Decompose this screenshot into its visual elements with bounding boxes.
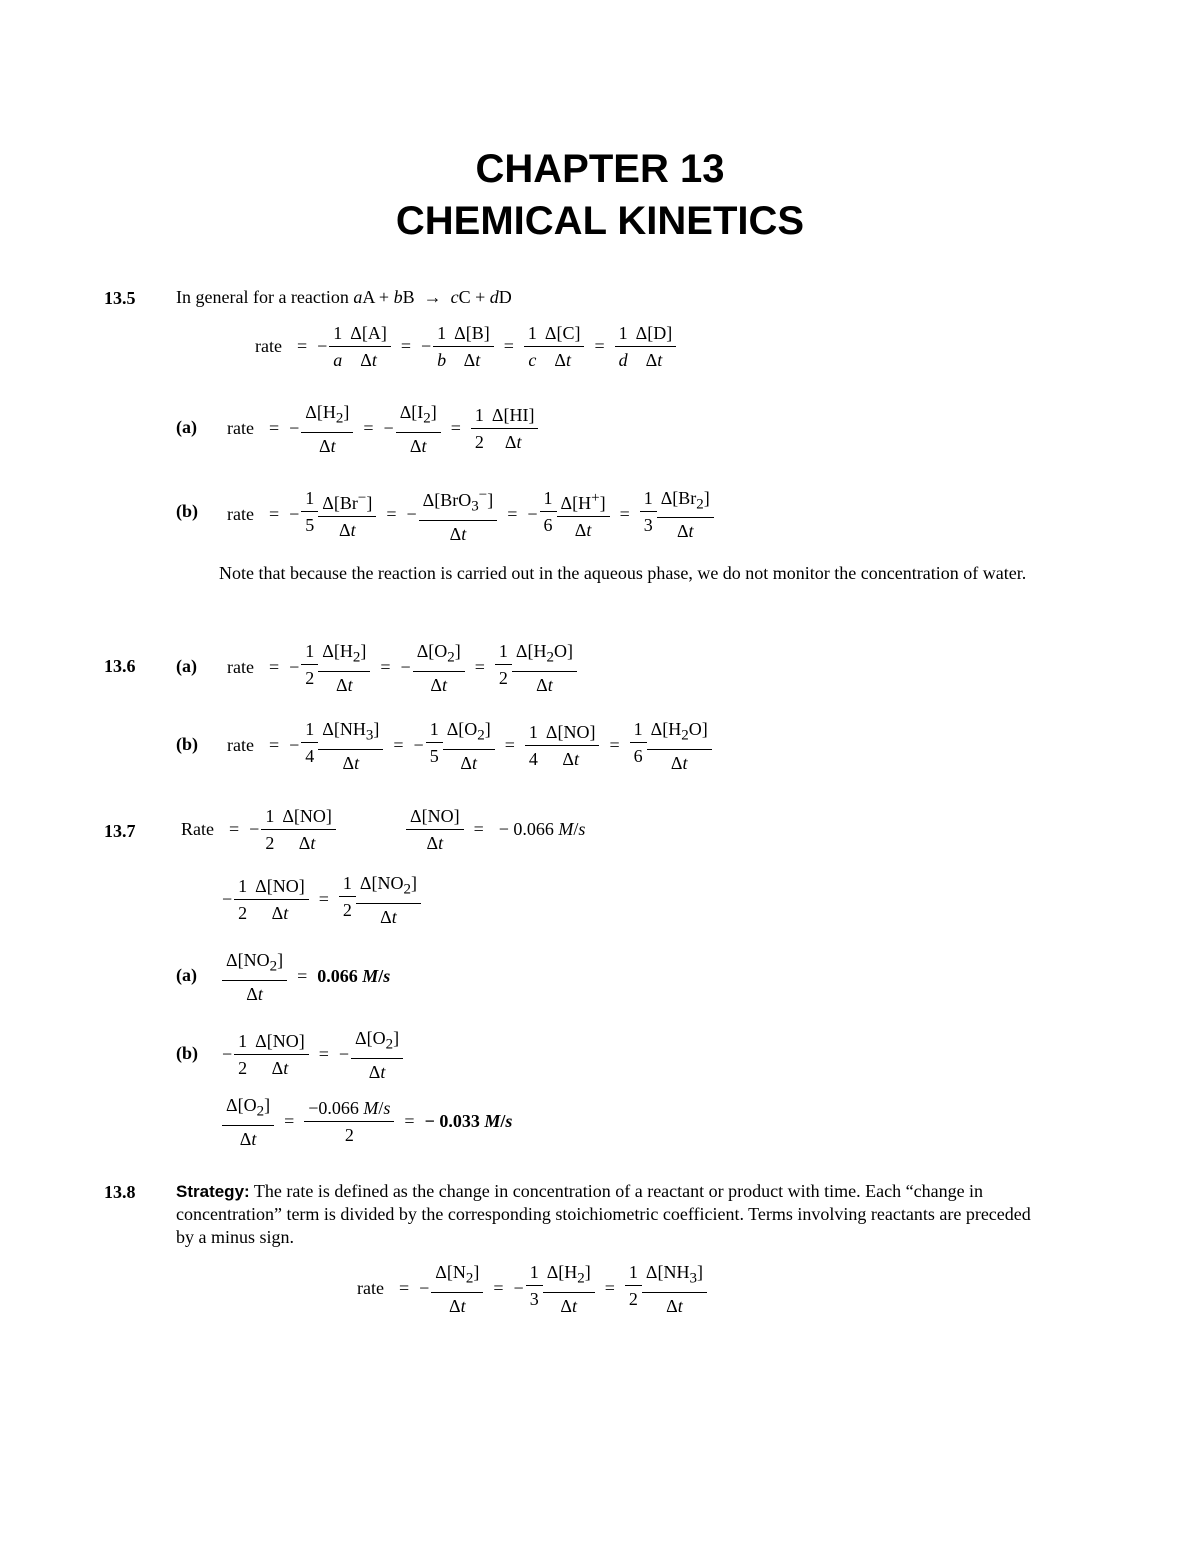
strategy-text: The rate is defined as the change in concentration of a reactant or product with time. Each “change in concentration” term is divided by the corresponding stoichiometric coefficient. Terms involving reactants are preceded by a minus sign. xyxy=(176,1181,1031,1247)
rate-equation-b: rate = − $\frac{1}{5}$ $\frac{\Delta[Br^-]}{\Delta t}$ = − $\frac{\Delta[BrO_3^-]}{\Delta t}$ = − $\frac{1}{6}$ $\frac{\Delta[H^+]}{\Delta t}$ = $\frac{1}{3}$ $\frac{\Delta[Br_2]}{\Delta t}$ xyxy=(222,484,714,545)
rate-equation-a: rate = − $\frac{1}{2}$ $\frac{\Delta[H_2]}{\Delta t}$ = − $\frac{\Delta[O_2]}{\Delta t}$ = $\frac{1}{2}$ $\frac{\Delta[H_2O]}{\Delta t}$ xyxy=(222,640,577,696)
part-label-a: (a) xyxy=(176,656,197,676)
problem-number: 13.7 xyxy=(104,821,136,841)
given-rate: $\frac{\Delta[NO]}{\Delta t}$ = − 0.066 M/s xyxy=(406,805,590,854)
chapter-number: CHAPTER 13 xyxy=(475,147,725,191)
rate-equation-a: rate = − $\frac{\Delta[H_2]}{\Delta t}$ = − $\frac{\Delta[I_2]}{\Delta t}$ = $\frac{1}{2}$ $\frac{\Delta[HI]}{\Delta t}$ xyxy=(222,401,538,457)
part-label-b: (b) xyxy=(176,1043,198,1063)
part-label-b: (b) xyxy=(176,734,198,754)
part-label-a: (a) xyxy=(176,417,197,437)
strategy-label: Strategy: xyxy=(176,1182,250,1201)
rate-equation-b: − $\frac{1}{2}$ $\frac{\Delta[NO]}{\Delta t}$ = − $\frac{\Delta[O_2]}{\Delta t}$ xyxy=(222,1027,403,1083)
problem-number: 13.8 xyxy=(104,1182,136,1202)
part-label-a: (a) xyxy=(176,965,197,985)
answer-equation-a: $\frac{\Delta[NO_2]}{\Delta t}$ = 0.066 M/s xyxy=(222,949,390,1005)
general-rate-equation: rate = − $\frac{1}{a}$ $\frac{\Delta[A]}{\Delta t}$ = − $\frac{1}{b}$ $\frac{\Delta[B]}{\Delta t}$ = $\frac{1}{c}$ $\frac{\Delta[C]}{\Delta t}$ = $\frac{1}{d}$ $\frac{\Delta[D]}{\Delta t}$ xyxy=(250,322,676,371)
problem-number: 13.5 xyxy=(104,288,136,308)
rate-relation: − $\frac{1}{2}$ $\frac{\Delta[NO]}{\Delta t}$ = $\frac{1}{2}$ $\frac{\Delta[NO_2]}{\Delta t}$ xyxy=(222,872,421,928)
answer-value: − 0.033 M/s xyxy=(424,1111,513,1132)
rate-definition: Rate = − $\frac{1}{2}$ $\frac{\Delta[NO]}{\Delta t}$ xyxy=(176,805,336,854)
part-label-b: (b) xyxy=(176,501,198,521)
problem-intro: In general for a reaction aA + bB → cC + dD xyxy=(176,287,512,307)
answer-equation-b: $\frac{\Delta[O_2]}{\Delta t}$ = $\frac{-0.066 M/s}{2}$ = − 0.033 M/s xyxy=(222,1094,512,1150)
rate-equation-b: rate = − $\frac{1}{4}$ $\frac{\Delta[NH_3]}{\Delta t}$ = − $\frac{1}{5}$ $\frac{\Delta[O_2]}{\Delta t}$ = $\frac{1}{4}$ $\frac{\Delta[NO]}{\Delta t}$ = $\frac{1}{6}$ $\frac{\Delta[H_2O]}{\Delta t}$ xyxy=(222,718,712,774)
rate-equation: rate = − $\frac{\Delta[N_2]}{\Delta t}$ = − $\frac{1}{3}$ $\frac{\Delta[H_2]}{\Delta t}$ = $\frac{1}{2}$ $\frac{\Delta[NH_3]}{\Delta t}$ xyxy=(352,1261,707,1317)
note-paragraph: Note that because the reaction is carried out in the aqueous phase, we do not monitor the concentration of water. xyxy=(219,563,1027,583)
strategy-paragraph xyxy=(176,1180,1036,1249)
problem-number: 13.6 xyxy=(104,656,136,676)
chapter-title: CHEMICAL KINETICS xyxy=(395,199,805,243)
answer-value: 0.066 M/s xyxy=(317,966,391,987)
